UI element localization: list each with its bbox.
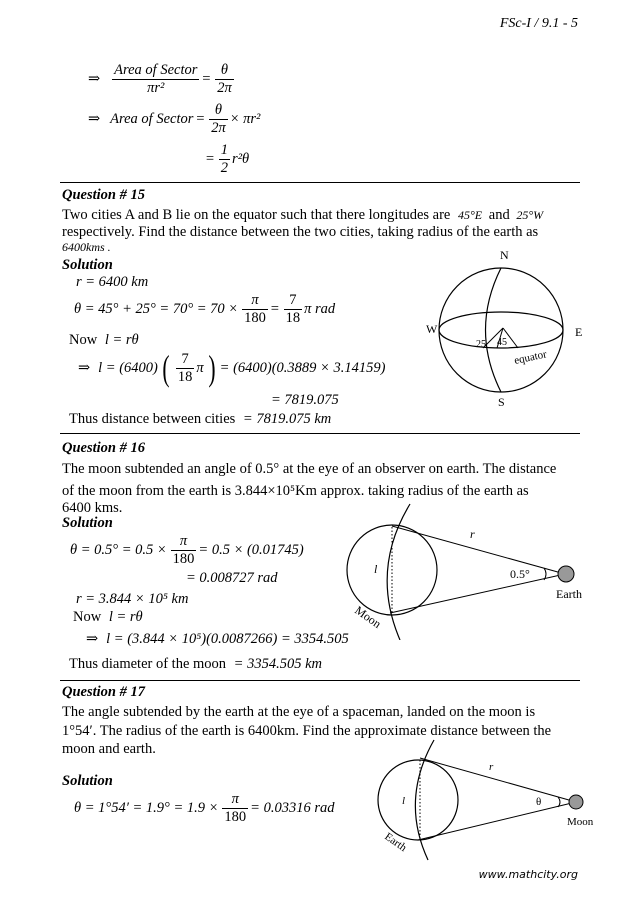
label-l: l [374, 562, 378, 576]
q16-theta-line [70, 533, 306, 568]
sector-line-2 [88, 102, 262, 137]
q16-text-c: at the eye of an observer on earth. The distance [282, 461, 557, 477]
q16-arc-value: l = (3.844 × 10⁵)(0.0087266) = 3354.505 [106, 631, 349, 647]
conclusion-value: = 7819.075 km [242, 411, 332, 427]
angle-25: 25 [476, 339, 486, 350]
label-r: r [470, 527, 475, 541]
fraction-numerator: 1 [220, 142, 229, 158]
fraction-denominator: 180 [172, 551, 195, 567]
fraction-denominator: 180 [244, 310, 266, 326]
q16-text-c2: Km approx. taking radius of the earth as [295, 483, 529, 499]
equals: = [201, 71, 212, 87]
sector-result: r²θ [232, 151, 250, 167]
page-header: FSc-I / 9.1 - 5 [499, 16, 578, 31]
question-17-text-line-1: The angle subtended by the earth at the eye of a spaceman, landed on the moon is [62, 704, 536, 720]
q17-angle: 1°54′ [62, 723, 93, 739]
sector-line-1 [88, 62, 236, 97]
label-earth: Earth [382, 830, 409, 855]
fraction-numerator: 7 [176, 351, 195, 369]
implies-arrow: ⇒ [88, 111, 101, 127]
right-paren: ) [208, 348, 216, 388]
conclusion-text: Thus distance between cities [69, 411, 236, 427]
label-r: r [489, 761, 494, 773]
question-17-solution-label: Solution [62, 773, 113, 789]
q15-text: Two cities A and B lie on the equator such that there longitudes are [62, 207, 451, 223]
label-earth: Earth [556, 587, 582, 601]
fraction-denominator: 18 [177, 368, 193, 385]
question-16-solution-label: Solution [62, 515, 113, 531]
footer-url: www.mathcity.org [478, 868, 578, 881]
earth-dot [558, 566, 574, 582]
fraction-numerator: θ [209, 102, 228, 120]
conclusion-value: = 3354.505 km [233, 656, 322, 672]
label-moon: Moon [567, 816, 594, 828]
divider [60, 182, 580, 183]
fraction-denominator: 180 [224, 809, 247, 825]
fraction-denominator: 2π [211, 120, 226, 136]
fraction-denominator: 2π [217, 80, 232, 96]
question-16-text-line-3: 6400 kms. [62, 500, 123, 516]
implies-arrow: ⇒ [86, 631, 99, 647]
q17-theta-expr: θ = 1°54′ = 1.9° = 1.9 × [74, 800, 219, 816]
now-label: Now [69, 332, 98, 348]
earth-moon-diagram [372, 738, 612, 863]
left-paren: ( [162, 348, 170, 388]
sight-line-bottom [390, 574, 565, 613]
question-15-text-line-3: 6400kms . [62, 240, 111, 254]
q15-arc-value: = (6400)(0.3889 × 3.14159) [219, 359, 386, 376]
fraction-denominator: 18 [285, 310, 301, 326]
equals: = [205, 151, 215, 167]
moon-dot [569, 795, 583, 809]
q16-conclusion [69, 654, 322, 674]
globe-diagram [420, 244, 590, 414]
angle-45: 45 [497, 337, 507, 348]
q16-radius: r = 3.844 × 10⁵ km [76, 591, 189, 607]
question-15-title: Question # 15 [62, 187, 145, 203]
arc-formula: l = rθ [104, 332, 139, 348]
fraction-numerator: π [171, 533, 197, 551]
fraction-numerator: π [222, 791, 248, 809]
fraction-numerator: Area of Sector [114, 62, 198, 78]
q15-arc-expr: l = (6400) [98, 359, 158, 376]
q16-text-a: The moon subtended an angle of [62, 461, 252, 477]
q17-theta-line [74, 791, 336, 826]
label-l: l [402, 795, 406, 807]
q15-result: = 7819.075 [271, 392, 339, 408]
moon-earth-diagram [340, 500, 600, 640]
question-16-text-line-1 [62, 459, 556, 479]
divider [60, 433, 580, 434]
q15-theta-line [74, 292, 337, 327]
sight-line-top [420, 758, 576, 802]
sector-line-3 [205, 142, 251, 177]
question-17-text-line-3: moon and earth. [62, 741, 156, 757]
question-16-title: Question # 16 [62, 440, 145, 456]
question-15-text-line-2: respectively. Find the distance between the two cities, taking radius of the earth as [62, 224, 539, 240]
now-label: Now [73, 609, 102, 625]
q15-theta-rad: π rad [304, 301, 336, 317]
fraction-numerator: π [242, 292, 268, 310]
q16-text-a2: of the moon from the earth is [62, 483, 232, 499]
question-15-solution-label: Solution [62, 257, 113, 273]
label-south: S [498, 395, 505, 409]
q16-now-line [73, 607, 143, 627]
fraction-numerator: 7 [284, 292, 303, 310]
fraction-denominator: 2 [220, 160, 229, 176]
conclusion-text: Thus diameter of the moon [69, 656, 227, 672]
longitude-west: 25°W [516, 208, 544, 222]
longitude-east: 45°E [458, 208, 483, 222]
q15-conclusion [69, 409, 331, 429]
sector-tail: × πr² [229, 111, 261, 127]
pi-symbol: π [196, 359, 204, 376]
fraction-numerator: θ [215, 62, 234, 80]
q15-and: and [488, 207, 510, 223]
q15-now-line [69, 330, 139, 350]
label-north: N [500, 248, 509, 262]
q16-theta-expr: θ = 0.5° = 0.5 × [70, 542, 167, 558]
label-angle: 0.5° [510, 567, 530, 581]
q15-theta-expr: θ = 45° + 25° = 70° = 70 × [74, 301, 239, 317]
equals: = [195, 111, 206, 127]
arc-formula: l = rθ [108, 609, 143, 625]
q16-angle: 0.5° [255, 461, 280, 477]
label-angle: θ [536, 796, 542, 808]
question-16-text-line-2 [62, 481, 529, 501]
label-moon: Moon [352, 602, 384, 631]
q16-theta-rad: = 0.008727 rad [186, 570, 278, 586]
equator-label: equator [513, 348, 548, 367]
fraction-denominator: πr² [147, 80, 165, 96]
q15-radius: r = 6400 km [76, 274, 149, 290]
q16-arc-line [86, 631, 349, 648]
q17-text-b: . The radius of the earth is 6400km. Find the approximate distance between the [92, 723, 552, 739]
label-west: W [426, 322, 438, 336]
sight-line-top [392, 526, 565, 574]
arc-line [387, 504, 410, 640]
sight-line-bottom [418, 802, 576, 840]
implies-arrow: ⇒ [88, 71, 101, 87]
question-17-title: Question # 17 [62, 684, 145, 700]
arc-line [415, 740, 434, 860]
divider [60, 680, 580, 681]
q16-distance: 3.844×10⁵ [234, 483, 296, 499]
q17-theta-value: = 0.03316 rad [250, 800, 335, 816]
q15-arc-line [78, 350, 387, 386]
label-east: E [575, 325, 583, 339]
sector-lhs: Area of Sector [110, 111, 194, 127]
equals: = [269, 301, 280, 317]
meridian-line [486, 268, 502, 392]
implies-arrow: ⇒ [78, 359, 91, 376]
q16-theta-value: = 0.5 × (0.01745) [198, 542, 304, 558]
